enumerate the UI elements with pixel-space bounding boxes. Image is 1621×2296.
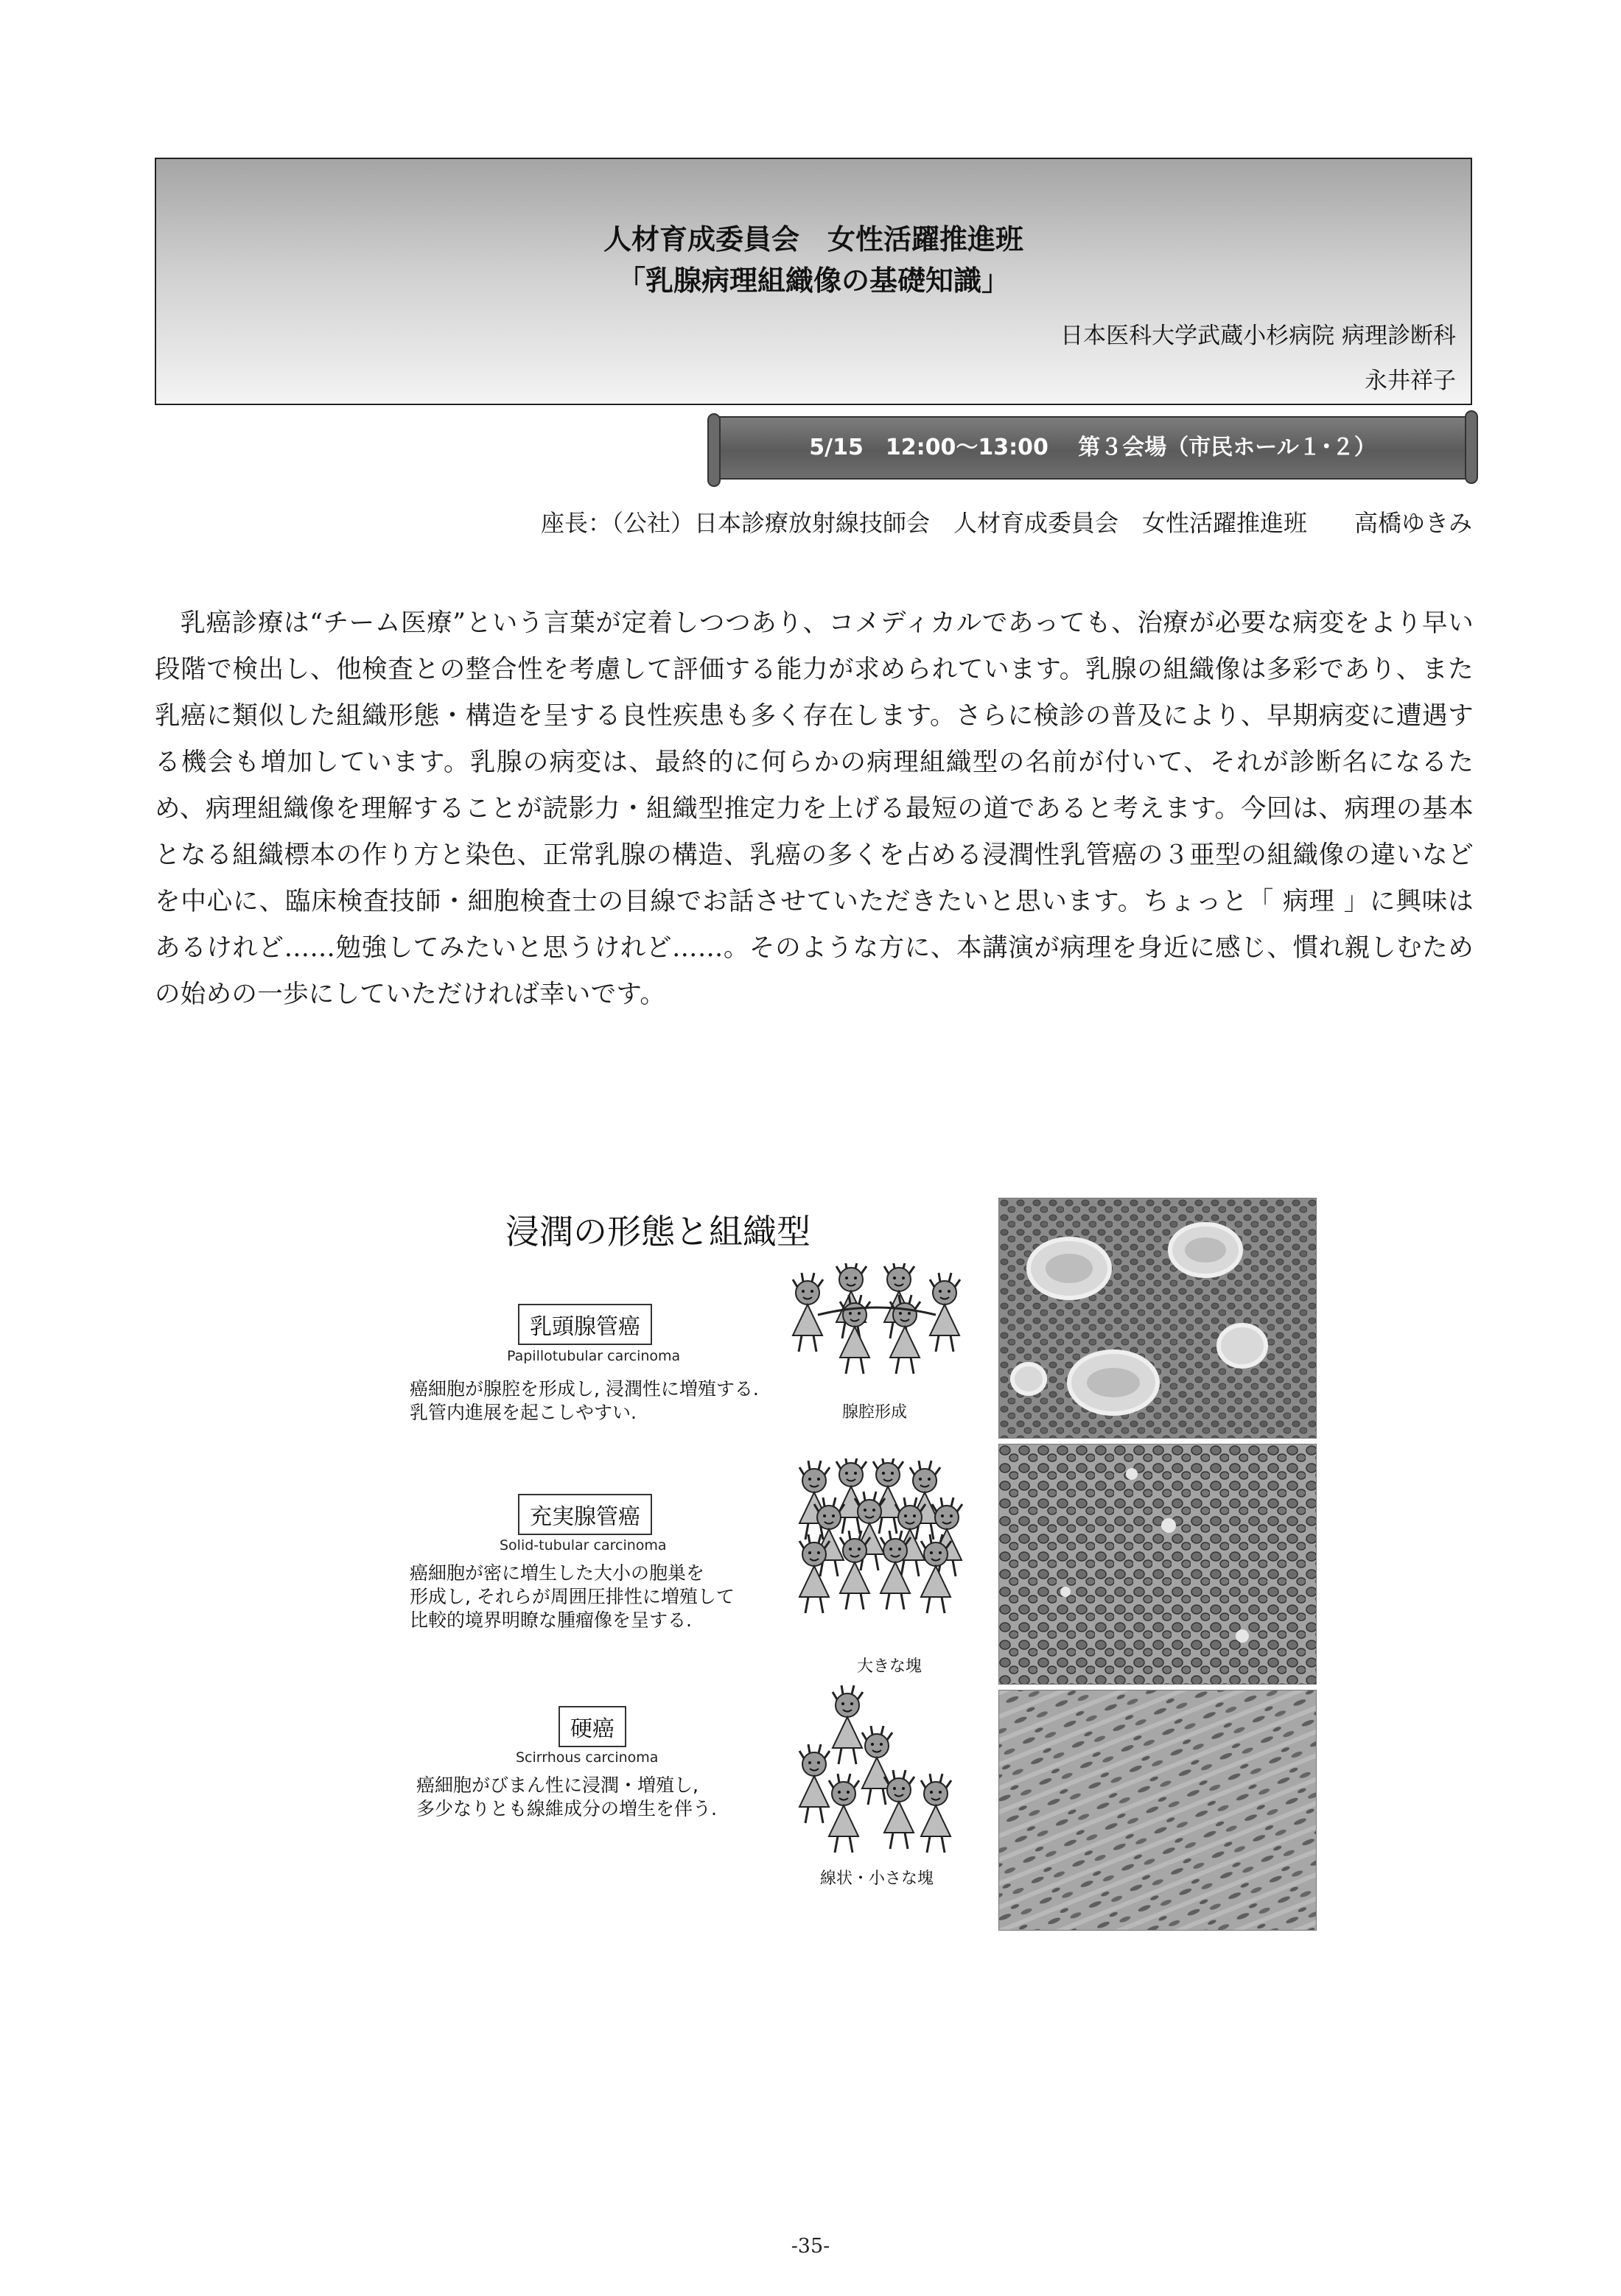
caption-linear-small-mass: 線状・小さな塊 <box>820 1870 934 1888</box>
session-schedule: 5/15 12:00〜13:00 第３会場（市民ホール１･２） <box>809 435 1376 460</box>
cell-figure <box>836 1263 866 1338</box>
caption-large-mass: 大きな塊 <box>857 1657 922 1676</box>
type-description-scirrhous: 癌細胞がびまん性に浸潤・増殖し, 多少なりとも線維成分の増生を伴う. <box>416 1774 717 1819</box>
caption-gland-formation: 腺腔形成 <box>842 1403 908 1422</box>
cartoon-large-mass <box>792 1458 969 1635</box>
type-name-solid-tubular: 充実腺管癌 <box>518 1494 652 1535</box>
cell-figure <box>793 1273 823 1352</box>
chairperson-line: 座長：（公社）日本診療放射線技師会 人材育成委員会 女性活躍推進班 高橋ゆきみ <box>540 509 1472 537</box>
histology-papillotubular <box>998 1198 1317 1439</box>
type-name-scirrhous: 硬癌 <box>559 1706 626 1747</box>
type-english-papillotubular: Papillotubular carcinoma <box>507 1348 681 1364</box>
page-number: -35- <box>791 2235 830 2258</box>
session-header <box>155 158 1472 405</box>
histology-solid-tubular <box>998 1444 1317 1685</box>
session-title: 人材育成委員会 女性活躍推進班 <box>603 223 1023 256</box>
cell-figure <box>930 1273 960 1352</box>
session-ribbon <box>713 416 1472 480</box>
histology-scirrhous <box>998 1690 1317 1931</box>
abstract-paragraph: 乳癌診療は“チーム医療”という言葉が定着しつつあり、コメディカルであっても、治療が必要な病変をより早い段階で検出し、他検査との整合性を考慮して評価する能力が求められています。乳腺の組織像は多彩であり、また乳癌に類似した組織形態・構造を呈する良性疾患も多く存在します。さらに検診の普及により、早期病変に遭遇する機会も増加しています。乳腺の病変は、最終的に何らかの病理組織型の名前が付いて、それが診断名になるため、病理組織像を理解することが読影力・組織型推定力を上げる最短の道であると考えます。今回は、病理の基本となる組織標本の作り方と染色、正常乳腺の構造、乳癌の多くを占める浸潤性乳管癌の３亜型の組織像の違いなどを中心に、臨床検査技師・細胞検査士の目線でお話させていただきたいと思います。ちょっと「 病理 」に興味はあるけれど……勉強してみたいと思うけれど……。そのような方に、本講演が病理を身近に感じ、慣れ親しむための始めの一歩にしていただければ幸いです。 <box>155 608 1474 1009</box>
cartoon-gland-formation <box>781 1263 980 1381</box>
type-name-papillotubular: 乳頭腺管癌 <box>518 1304 652 1345</box>
speaker-affiliation: 日本医科大学武蔵小杉病院 病理診断科 <box>1060 323 1456 349</box>
type-description-papillotubular: 癌細胞が腺腔を形成し, 浸潤性に増殖する. 乳管内進展を起こしやすい. <box>410 1378 759 1423</box>
type-description-solid-tubular: 癌細胞が密に増生した大小の胞巣を 形成し, それらが周囲圧排性に増殖して 比較的境界明瞭な腫瘤像を呈する. <box>410 1562 735 1631</box>
figure-title: 浸潤の形態と組織型 <box>505 1212 810 1251</box>
cartoon-linear-small-mass <box>792 1683 962 1860</box>
lecture-title: 「乳腺病理組織像の基礎知識」 <box>617 264 1009 297</box>
speaker-name: 永井祥子 <box>1365 368 1456 394</box>
type-english-scirrhous: Scirrhous carcinoma <box>516 1749 659 1766</box>
type-english-solid-tubular: Solid-tubular carcinoma <box>500 1537 667 1554</box>
